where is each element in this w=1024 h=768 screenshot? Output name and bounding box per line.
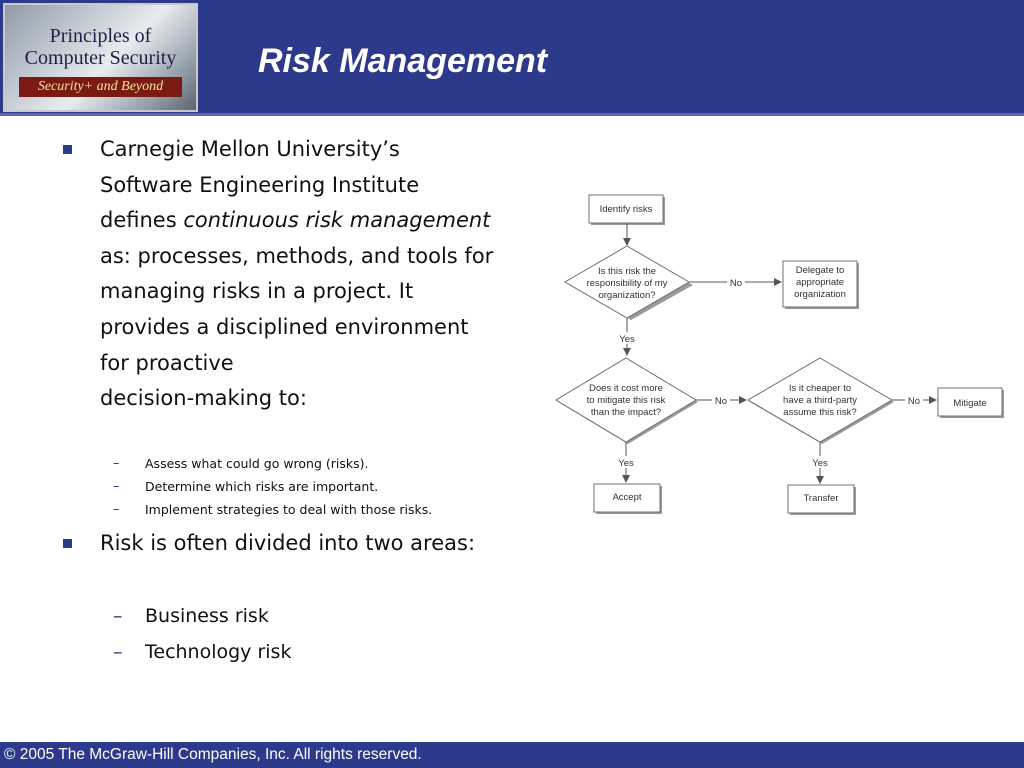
dash-icon: – <box>113 605 123 627</box>
no-label-2: No <box>714 396 728 407</box>
bullet-1-italic: continuous risk management <box>183 208 491 233</box>
identify-risks-label: Identify risks <box>599 204 653 215</box>
sub-item-2: Determine which risks are important. <box>145 479 379 494</box>
q3-line2: have a third-party <box>783 395 857 406</box>
logo-line2: Computer Security <box>24 47 177 69</box>
q1-line1: Is this risk the <box>597 266 657 277</box>
q1-line2: responsibility of my <box>586 278 668 289</box>
delegate-line3: organization <box>794 289 846 300</box>
sub-item-1: Assess what could go wrong (risks). <box>145 456 369 471</box>
yes-label-2: Yes <box>618 458 634 469</box>
risk-flowchart <box>550 190 1010 520</box>
sub-item-3: Implement strategies to deal with those risks. <box>145 502 433 517</box>
q3-line1: Is it cheaper to <box>788 383 852 394</box>
slide-title: Risk Management <box>258 42 548 80</box>
sub-item-business: Business risk <box>145 605 269 627</box>
transfer-label: Transfer <box>803 493 839 504</box>
dash-icon: – <box>113 479 120 494</box>
bullet-2-text: Risk is often divided into two areas: <box>100 531 476 555</box>
bullet-1-text <box>100 132 495 417</box>
accept-label: Accept <box>612 492 642 503</box>
mitigate-label: Mitigate <box>953 398 987 409</box>
logo-subtitle: Security+ and Beyond <box>19 77 182 97</box>
q2-line1: Does it cost more <box>589 383 663 394</box>
dash-icon: – <box>113 641 123 663</box>
delegate-line2: appropriate <box>795 277 845 288</box>
bullet-square-icon <box>63 145 72 154</box>
copyright-footer <box>0 742 1024 768</box>
yes-label-1: Yes <box>619 334 635 345</box>
q2-line3: than the impact? <box>590 407 662 418</box>
dash-icon: – <box>113 456 120 471</box>
q2-line2: to mitigate this risk <box>586 395 666 406</box>
q1-line3: organization? <box>598 290 656 301</box>
q3-line3: assume this risk? <box>783 407 857 418</box>
no-label-3: No <box>907 396 921 407</box>
dash-icon: – <box>113 502 120 517</box>
copyright-text: © 2005 The McGraw-Hill Companies, Inc. All rights reserved. <box>4 746 422 763</box>
sub-item-technology: Technology risk <box>145 641 292 663</box>
delegate-line1: Delegate to <box>795 265 845 276</box>
bullet-1-part3: decision-making to: <box>100 386 307 411</box>
bullet-1-part1: Carnegie Mellon University’s Software Engineering Institute defines <box>100 137 420 233</box>
yes-label-3: Yes <box>812 458 828 469</box>
no-label-1: No <box>729 278 743 289</box>
bullet-square-icon <box>63 539 72 548</box>
logo-line1: Principles of <box>49 25 152 47</box>
bullet-1-part2: as: processes, methods, and tools for managing risks in a project. It provides a disciplined environment for proactive <box>100 243 494 375</box>
